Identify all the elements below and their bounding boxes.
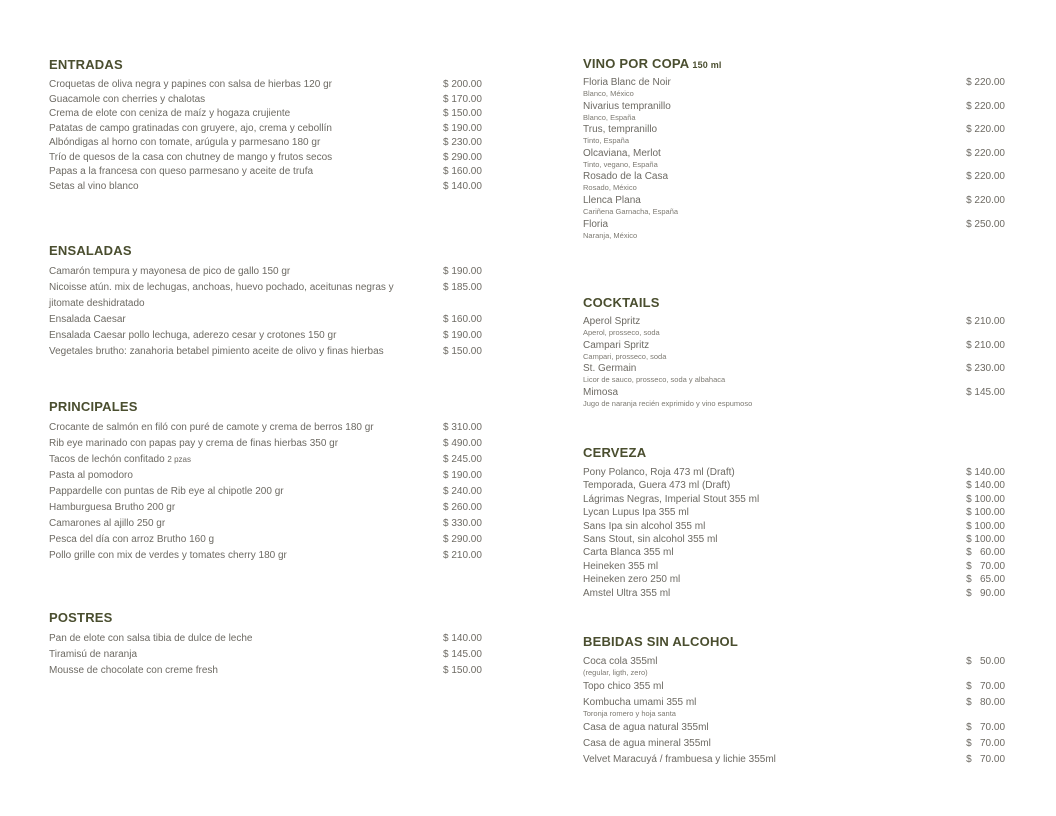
- item-name: Mimosa: [583, 386, 619, 398]
- item-name: Pan de elote con salsa tibia de dulce de leche: [49, 633, 253, 644]
- menu-item: [583, 195, 1005, 216]
- item-name-wrap: [583, 219, 961, 240]
- menu-item: [49, 78, 489, 93]
- item-name-wrap: [49, 484, 443, 500]
- item-name-wrap: [49, 93, 443, 108]
- item-name-wrap: [49, 151, 443, 166]
- items-sin-alcohol: [583, 655, 1005, 766]
- item-name-wrap: [49, 136, 443, 151]
- item-name: Casa de agua natural 355ml: [583, 722, 709, 733]
- item-name: Kombucha umami 355 ml: [583, 697, 697, 708]
- item-price: $ 220.00: [966, 100, 1005, 112]
- menu-item: [583, 737, 1005, 750]
- item-name-wrap: [49, 436, 443, 452]
- item-name-wrap: [583, 721, 961, 734]
- items-cocktails: [583, 316, 1005, 408]
- menu-item: [49, 151, 489, 166]
- section-cerveza: [583, 445, 1005, 600]
- item-name-wrap: [49, 420, 443, 436]
- item-price: $ 90.00: [966, 587, 1005, 599]
- item-detail: Blanco, México: [583, 89, 634, 98]
- item-detail: Cariñena Garnacha, España: [583, 206, 679, 216]
- menu-item: [49, 122, 489, 137]
- menu-item: [583, 696, 1005, 718]
- item-name: Camarones al ajillo 250 gr: [49, 518, 166, 529]
- menu-item: [49, 516, 489, 532]
- item-name: Carta Blanca 355 ml: [583, 547, 674, 559]
- item-price: $ 80.00: [966, 697, 1005, 708]
- menu-item: [49, 420, 489, 436]
- menu-item: [583, 493, 1005, 506]
- item-name-wrap: [583, 587, 961, 600]
- section-sin-alcohol: [583, 634, 1005, 769]
- item-name-wrap: [583, 387, 961, 408]
- item-name: Setas al vino blanco: [49, 180, 139, 192]
- item-detail: Aperol, prosseco, soda: [583, 328, 660, 337]
- item-name: Nicoisse atún. mix de lechugas, anchoas, huevo pochado, aceitunas negras y jitomate deshidratado: [49, 282, 394, 309]
- item-price: $ 100.00: [966, 534, 1005, 546]
- item-name-wrap: [583, 546, 961, 559]
- item-name-wrap: [583, 493, 961, 506]
- section-title-ensaladas: ENSALADAS: [49, 243, 132, 258]
- menu-item: [49, 484, 489, 500]
- item-price: $ 70.00: [966, 722, 1005, 733]
- item-name: Guacamole con cherries y chalotas: [49, 93, 206, 105]
- vino-title-sub: 150 ml: [692, 60, 722, 70]
- item-name-wrap: [583, 479, 961, 492]
- item-detail: (regular, ligth, zero): [583, 668, 648, 678]
- item-detail: Naranja, México: [583, 230, 638, 240]
- menu-item: [583, 546, 1005, 559]
- menu-item: [49, 93, 489, 108]
- item-name: Hamburguesa Brutho 200 gr: [49, 502, 176, 513]
- items-vino: [583, 77, 1005, 240]
- item-name-wrap: [583, 520, 961, 533]
- menu-item: [49, 468, 489, 484]
- item-price: $ 140.00: [443, 180, 482, 192]
- item-name-wrap: [583, 560, 961, 573]
- item-name-wrap: [49, 280, 443, 312]
- menu-item: [49, 107, 489, 122]
- menu-item: [49, 452, 489, 468]
- menu-item: [49, 647, 489, 663]
- item-price: $ 150.00: [443, 665, 482, 676]
- item-name-wrap: [49, 452, 443, 468]
- menu-item: [49, 180, 489, 195]
- item-name: Crocante de salmón en filó con puré de camote y crema de berros 180 gr: [49, 422, 374, 433]
- item-name-wrap: [49, 548, 443, 564]
- menu-item: [49, 631, 489, 647]
- item-name: Crema de elote con ceniza de maíz y hogaza crujiente: [49, 108, 291, 119]
- item-price: $ 100.00: [966, 520, 1005, 532]
- section-title-entradas: ENTRADAS: [49, 57, 123, 72]
- item-price: $ 200.00: [443, 79, 482, 90]
- item-price: $ 60.00: [966, 547, 1005, 559]
- item-name-wrap: [49, 468, 443, 484]
- item-name-wrap: [49, 180, 443, 195]
- item-name-wrap: [49, 532, 443, 548]
- menu-item: [583, 587, 1005, 600]
- item-price: $ 100.00: [966, 507, 1005, 519]
- menu-item: [49, 312, 489, 328]
- item-price: $ 330.00: [443, 518, 482, 529]
- item-price: $ 290.00: [443, 534, 482, 545]
- item-price: $ 145.00: [443, 649, 482, 660]
- item-price: $ 260.00: [443, 502, 482, 513]
- menu-item: [49, 136, 489, 151]
- item-name: Trus, tempranillo: [583, 124, 658, 136]
- item-name: Floria: [583, 218, 609, 230]
- section-cocktails: [583, 295, 1005, 410]
- item-detail: Campari, prosseco, soda: [583, 351, 667, 361]
- menu-item: [49, 344, 489, 360]
- menu-item: [583, 77, 1005, 98]
- item-price: $ 145.00: [966, 386, 1005, 398]
- item-price: $ 490.00: [443, 438, 482, 449]
- section-title-vino: [583, 56, 1005, 71]
- item-detail: Blanco, España: [583, 112, 636, 122]
- item-price: $ 230.00: [443, 137, 482, 148]
- item-name-wrap: [583, 101, 961, 122]
- item-name: Ensalada Caesar pollo lechuga, aderezo cesar y crotones 150 gr: [49, 330, 337, 341]
- section-title-postres: POSTRES: [49, 610, 113, 625]
- item-price: $ 65.00: [966, 574, 1005, 586]
- item-name: Lágrimas Negras, Imperial Stout 355 ml: [583, 493, 760, 505]
- item-name: Aperol Spritz: [583, 316, 641, 327]
- item-name-wrap: [583, 573, 961, 586]
- menu-item: [583, 466, 1005, 479]
- item-name-wrap: [49, 516, 443, 532]
- item-name: Papas a la francesa con queso parmesano y aceite de trufa: [49, 166, 314, 177]
- menu-item: [583, 387, 1005, 408]
- menu-item: [583, 479, 1005, 492]
- item-name-wrap: [583, 655, 961, 677]
- item-name: Coca cola 355ml: [583, 656, 658, 667]
- menu-item: [583, 171, 1005, 192]
- item-name: Patatas de campo gratinadas con gruyere, ajo, crema y cebollín: [49, 122, 332, 134]
- item-name: St. Germain: [583, 363, 637, 375]
- items-entradas: [49, 78, 489, 194]
- item-name-wrap: [49, 631, 443, 647]
- item-name-wrap: [583, 753, 961, 766]
- vino-title: VINO POR COPA: [583, 56, 690, 71]
- item-name: Lycan Lupus Ipa 355 ml: [583, 507, 689, 519]
- menu-item: [49, 500, 489, 516]
- menu-item: [583, 124, 1005, 145]
- item-detail: Tinto, vegano, España: [583, 159, 658, 169]
- item-detail: Jugo de naranja recién exprimido y vino espumoso: [583, 398, 753, 408]
- item-price: $ 160.00: [443, 166, 482, 177]
- item-name: Olcaviana, Merlot: [583, 147, 661, 159]
- item-price: $ 50.00: [966, 656, 1005, 667]
- item-price: $ 190.00: [443, 122, 482, 134]
- item-price: $ 210.00: [443, 550, 482, 561]
- section-title-cocktails: COCKTAILS: [583, 295, 660, 310]
- item-name: Sans Stout, sin alcohol 355 ml: [583, 534, 718, 546]
- item-name-wrap: [583, 680, 961, 693]
- item-price: $ 230.00: [966, 363, 1005, 375]
- item-price: $ 70.00: [966, 754, 1005, 765]
- item-name: Llenca Plana: [583, 194, 641, 206]
- item-name: Camarón tempura y mayonesa de pico de gallo 150 gr: [49, 266, 291, 277]
- item-name: Albóndigas al horno con tomate, arúgula y parmesano 180 gr: [49, 137, 321, 148]
- item-detail: Rosado, México: [583, 183, 637, 193]
- item-name-wrap: [583, 533, 961, 546]
- item-name-wrap: [583, 195, 961, 216]
- item-name: Pesca del día con arroz Brutho 160 g: [49, 534, 215, 545]
- section-vino: [583, 56, 1005, 242]
- item-price: $ 190.00: [443, 470, 482, 481]
- item-name-wrap: [49, 344, 443, 360]
- item-price: $ 70.00: [966, 738, 1005, 749]
- menu-item: [583, 219, 1005, 240]
- item-name-wrap: [583, 506, 961, 519]
- item-price: $ 220.00: [966, 147, 1005, 159]
- item-quantity: 2 pzas: [167, 455, 191, 464]
- menu-item: [583, 520, 1005, 533]
- item-price: $ 220.00: [966, 124, 1005, 136]
- menu-item: [583, 506, 1005, 519]
- item-name: Amstel Ultra 355 ml: [583, 587, 671, 599]
- item-price: $ 210.00: [966, 316, 1005, 327]
- item-name-wrap: [583, 363, 961, 384]
- item-name: Velvet Maracuyá / frambuesa y lichie 355ml: [583, 754, 776, 765]
- item-name-wrap: [49, 328, 443, 344]
- menu-item: [583, 316, 1005, 337]
- item-name: Tacos de lechón confitado: [49, 454, 165, 465]
- item-name: Topo chico 355 ml: [583, 681, 664, 692]
- item-name: Sans Ipa sin alcohol 355 ml: [583, 520, 706, 532]
- item-price: $ 150.00: [443, 108, 482, 119]
- item-name-wrap: [49, 500, 443, 516]
- item-price: $ 150.00: [443, 346, 482, 357]
- item-name-wrap: [583, 124, 961, 145]
- menu-item: [583, 655, 1005, 677]
- item-price: $ 290.00: [443, 151, 482, 163]
- item-detail: Tinto, España: [583, 136, 629, 146]
- menu-item: [583, 533, 1005, 546]
- menu-item: [583, 573, 1005, 586]
- item-price: $ 140.00: [966, 480, 1005, 492]
- item-name: Pappardelle con puntas de Rib eye al chipotle 200 gr: [49, 486, 284, 497]
- menu-item: [49, 264, 489, 280]
- item-name: Rib eye marinado con papas pay y crema de finas hierbas 350 gr: [49, 438, 339, 449]
- item-name: Casa de agua mineral 355ml: [583, 738, 711, 749]
- item-name-wrap: [583, 316, 961, 337]
- item-name-wrap: [49, 122, 443, 137]
- menu-item: [583, 148, 1005, 169]
- items-postres: [49, 631, 489, 679]
- item-name: Rosado de la Casa: [583, 171, 669, 183]
- item-name: Pollo grille con mix de verdes y tomates cherry 180 gr: [49, 550, 287, 561]
- item-price: $ 220.00: [966, 77, 1005, 88]
- item-name-wrap: [49, 107, 443, 122]
- item-detail: Licor de sauco, prosseco, soda y albahaca: [583, 375, 726, 385]
- item-price: $ 190.00: [443, 266, 482, 277]
- menu-item: [583, 363, 1005, 384]
- item-name-wrap: [583, 77, 961, 98]
- menu-item: [49, 165, 489, 180]
- menu-item: [49, 436, 489, 452]
- item-name-wrap: [49, 78, 443, 93]
- item-price: $ 210.00: [966, 339, 1005, 351]
- item-name-wrap: [49, 264, 443, 280]
- item-name: Pony Polanco, Roja 473 ml (Draft): [583, 467, 735, 478]
- item-name: Mousse de chocolate con creme fresh: [49, 665, 218, 676]
- menu-item: [49, 328, 489, 344]
- section-entradas: [49, 57, 489, 194]
- item-price: $ 245.00: [443, 454, 482, 465]
- menu-item: [583, 340, 1005, 361]
- item-name-wrap: [583, 696, 961, 718]
- item-name-wrap: [583, 737, 961, 750]
- section-postres: [49, 610, 489, 679]
- menu-item: [583, 101, 1005, 122]
- section-title-cerveza: CERVEZA: [583, 445, 647, 460]
- menu-item: [49, 280, 489, 312]
- section-title-sin-alcohol: BEBIDAS SIN ALCOHOL: [583, 634, 738, 649]
- item-name-wrap: [583, 171, 961, 192]
- item-price: $ 220.00: [966, 194, 1005, 206]
- item-price: $ 140.00: [443, 633, 482, 644]
- item-name: Trío de quesos de la casa con chutney de mango y frutos secos: [49, 151, 333, 163]
- item-price: $ 160.00: [443, 314, 482, 325]
- item-name-wrap: [49, 165, 443, 180]
- item-name: Pasta al pomodoro: [49, 470, 133, 481]
- item-name-wrap: [49, 647, 443, 663]
- item-price: $ 220.00: [966, 171, 1005, 183]
- item-price: $ 185.00: [443, 282, 482, 293]
- item-price: $ 70.00: [966, 681, 1005, 692]
- item-name: Croquetas de oliva negra y papines con salsa de hierbas 120 gr: [49, 79, 332, 90]
- item-price: $ 100.00: [966, 493, 1005, 505]
- menu-item: [583, 753, 1005, 766]
- item-name: Ensalada Caesar: [49, 314, 126, 325]
- item-name: Vegetales brutho: zanahoria betabel pimiento aceite de olivo y finas hierbas: [49, 346, 384, 357]
- item-name: Campari Spritz: [583, 339, 650, 351]
- item-name-wrap: [49, 663, 443, 679]
- item-price: $ 310.00: [443, 422, 482, 433]
- item-name: Heineken 355 ml: [583, 560, 659, 572]
- item-name-wrap: [583, 466, 961, 479]
- item-price: $ 170.00: [443, 93, 482, 105]
- items-ensaladas: [49, 264, 489, 360]
- item-price: $ 250.00: [966, 218, 1005, 230]
- item-name: Floria Blanc de Noir: [583, 77, 671, 88]
- menu-item: [583, 721, 1005, 734]
- item-price: $ 190.00: [443, 330, 482, 341]
- item-name: Heineken zero 250 ml: [583, 574, 681, 586]
- menu-item: [49, 548, 489, 564]
- item-price: $ 70.00: [966, 560, 1005, 572]
- item-name-wrap: [49, 312, 443, 328]
- section-principales: [49, 399, 489, 564]
- menu-item: [49, 532, 489, 548]
- item-price: $ 240.00: [443, 486, 482, 497]
- items-cerveza: [583, 466, 1005, 600]
- items-principales: [49, 420, 489, 564]
- item-name: Nivarius tempranillo: [583, 100, 671, 112]
- menu-item: [583, 680, 1005, 693]
- item-price: $ 140.00: [966, 467, 1005, 478]
- item-name-wrap: [583, 340, 961, 361]
- menu-item: [49, 663, 489, 679]
- section-ensaladas: [49, 243, 489, 360]
- menu-item: [583, 560, 1005, 573]
- item-detail: Toronja romero y hoja santa: [583, 709, 676, 719]
- item-name-wrap: [583, 148, 961, 169]
- item-name: Tiramisú de naranja: [49, 649, 138, 660]
- item-name: Temporada, Guera 473 ml (Draft): [583, 480, 731, 492]
- section-title-principales: PRINCIPALES: [49, 399, 138, 414]
